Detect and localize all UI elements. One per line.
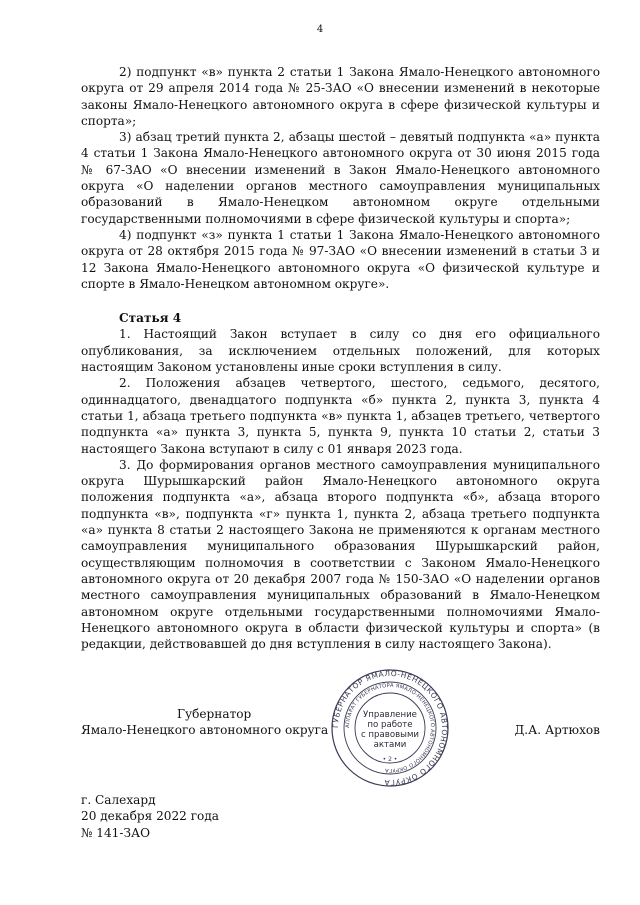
signature-region: Ямало-Ненецкого автономного округа [81, 723, 329, 738]
article-heading: Статья 4 [119, 311, 182, 326]
law-number: № 141-ЗАО [81, 825, 151, 840]
paragraph-item-3: 3) абзац третий пункта 2, абзацы шестой – девятый подпункта «а» пункта 4 статьи 1 Закона Ямало-Ненецкого автономного округа от 30 июня 2015 года № 67-ЗАО «О внесении изменений в Закон Ямало-Ненецкого автономного округа «О наделении органов местного самоуправления муниципальных образований в Ямало-Ненецком автономном округе отдельными государственными полномочиями в сфере физической культуры и спорта»; [81, 130, 600, 226]
paragraph-item-4: 4) подпункт «з» пункта 1 статьи 1 Закона Ямало-Ненецкого автономного округа от 28 октября 2015 года № 97-ЗАО «О внесении изменений в статьи 3 и 12 Закона Ямало-Ненецкого автономного округа «О физической культуре и спорте в Ямало-Ненецком автономном округе». [81, 227, 600, 291]
date: 20 декабря 2022 года [81, 809, 219, 824]
stamp-line: Управление [363, 710, 417, 720]
stamp-inner-text [357, 710, 423, 750]
document-body [81, 64, 600, 652]
stamp-line: с правовыми [360, 730, 420, 740]
article-paragraph-3: 3. До формирования органов местного самоуправления муниципального округа Шурышкарский район Ямало-Ненецкого автономного округа положения подпункта «а», абзаца второго подпункта «б», абзаца второго подпункта «в», подпункта «г» пункта 1, пункта 2, абзаца третьего подпункта «а» пункта 8 статьи 2 настоящего Закона не применяются к органам местного самоуправления муниципального образования Шурышкарский район, осуществляющим полномочия в соответствии с Законом Ямало-Ненецкого автономного округа от 20 декабря 2007 года № 150-ЗАО «О наделении органов местного самоуправления муниципальных образований в Ямало-Ненецком автономном округе отдельными государственными полномочиями Ямало-Ненецкого автономного округа в области физической культуры и спорта» (в редакции, действовавшей до дня вступления в силу настоящего Закона). [81, 457, 600, 652]
stamp-line: актами [373, 740, 407, 750]
paragraph-item-2: 2) подпункт «в» пункта 2 статьи 1 Закона Ямало-Ненецкого автономного округа от 29 апреля 2014 года № 25-ЗАО «О внесении изменений в некоторые законы Ямало-Ненецкого автономного округа в сфере физической культуры и спорта»; [81, 65, 600, 128]
article-paragraph-1: 1. Настоящий Закон вступает в силу со дня его официального опубликования, за исключением отдельных положений, для которых настоящим Законом установлены иные сроки вступления в силу. [81, 327, 600, 375]
stamp-outer-text: ГУБЕРНАТОР ЯМАЛО-НЕНЕЦКОГО АВТОНОМНОГО ОКРУГА [330, 668, 450, 788]
stamp-line: по работе [367, 720, 413, 730]
place: г. Салехард [81, 793, 156, 807]
stamp-ring-text: АППАРАТ ГУБЕРНАТОРА ЯМАЛО-НЕНЕЦКОГО АВТОНОМНОГО ОКРУГА [344, 682, 436, 774]
page-number: 4 [316, 24, 324, 35]
stamp-number: • 2 • [382, 756, 398, 763]
signature-title: Губернатор [177, 707, 252, 721]
article-paragraph-2: 2. Положения абзацев четвертого, шестого, седьмого, десятого, одиннадцатого, двенадцатого подпункта «б» пункта 2, пункта 3, пункта 4 статьи 1, абзаца третьего подпункта «в» пункта 1, абзацев третьего, четвертого подпункта «а» пункта 3, пункта 5, пункта 9, пункта 10 статьи 2, статьи 3 настоящего Закона вступают в силу с 01 января 2023 года. [81, 376, 600, 456]
place-date-block [81, 792, 219, 841]
signature-name: Д.А. Артюхов [514, 723, 600, 737]
